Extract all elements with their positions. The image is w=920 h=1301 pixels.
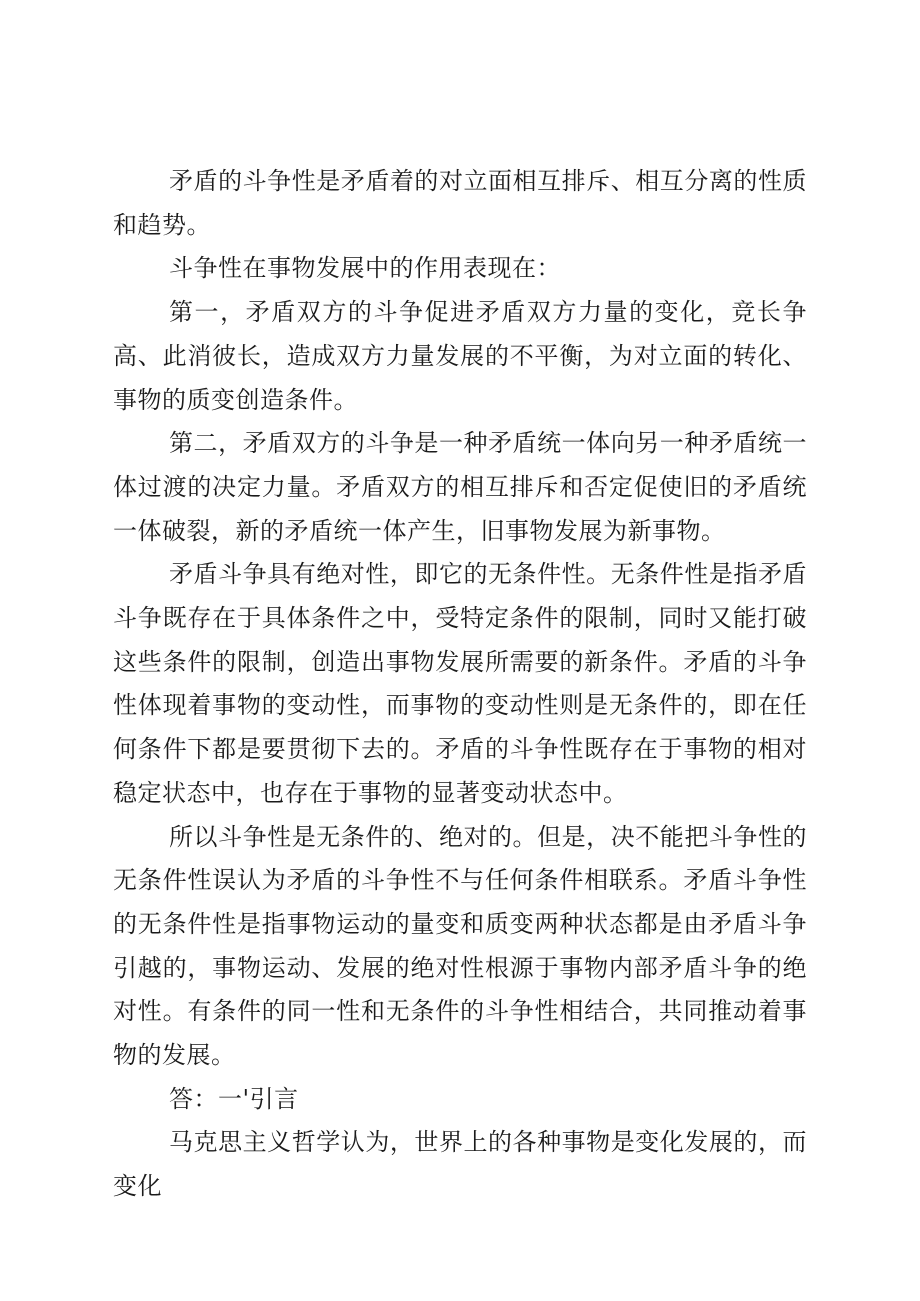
paragraph-point-one: 第一，矛盾双方的斗争促进矛盾双方力量的变化，竞长争高、此消彼长，造成双方力量发展的不平衡，为对立面的转化、事物的质变创造条件。 <box>113 298 807 414</box>
paragraph-conclusion: 所以斗争性是无条件的、绝对的。但是，决不能把斗争性的无条件性误认为矛盾的斗争性不与任何条件相联系。矛盾斗争性的无条件性是指事物运动的量变和质变两种状态都是由矛盾斗争引越的，事物运动、发展的绝对性根源于事物内部矛盾斗争的绝对性。有条件的同一性和无条件的斗争性相结合，共同推动着事物的发展。 <box>113 822 807 1070</box>
paragraph-role-intro: 斗争性在事物发展中的作用表现在： <box>169 254 561 283</box>
paragraph-struggle-definition: 矛盾的斗争性是矛盾着的对立面相互排斥、相互分离的性质和趋势。 <box>113 167 807 239</box>
paragraph-point-two: 第二，矛盾双方的斗争是一种矛盾统一体向另一种矛盾统一体过渡的决定力量。矛盾双方的相互排斥和否定促使旧的矛盾统一体破裂，新的矛盾统一体产生，旧事物发展为新事物。 <box>113 429 807 545</box>
document-body <box>113 160 807 1209</box>
paragraph-absoluteness: 矛盾斗争具有绝对性，即它的无条件性。无条件性是指矛盾斗争既存在于具体条件之中，受特定条件的限制，同时又能打破这些条件的限制，创造出事物发展所需要的新条件。矛盾的斗争性体现着事物的变动性，而事物的变动性则是无条件的，即在任何条件下都是要贯彻下去的。矛盾的斗争性既存在于事物的相对稳定状态中，也存在于事物的显著变动状态中。 <box>113 560 807 807</box>
paragraph-marxism-intro: 马克思主义哲学认为，世界上的各种事物是变化发展的，而变化 <box>113 1128 807 1201</box>
paragraph-answer-heading: 答：一'引言 <box>169 1084 299 1113</box>
